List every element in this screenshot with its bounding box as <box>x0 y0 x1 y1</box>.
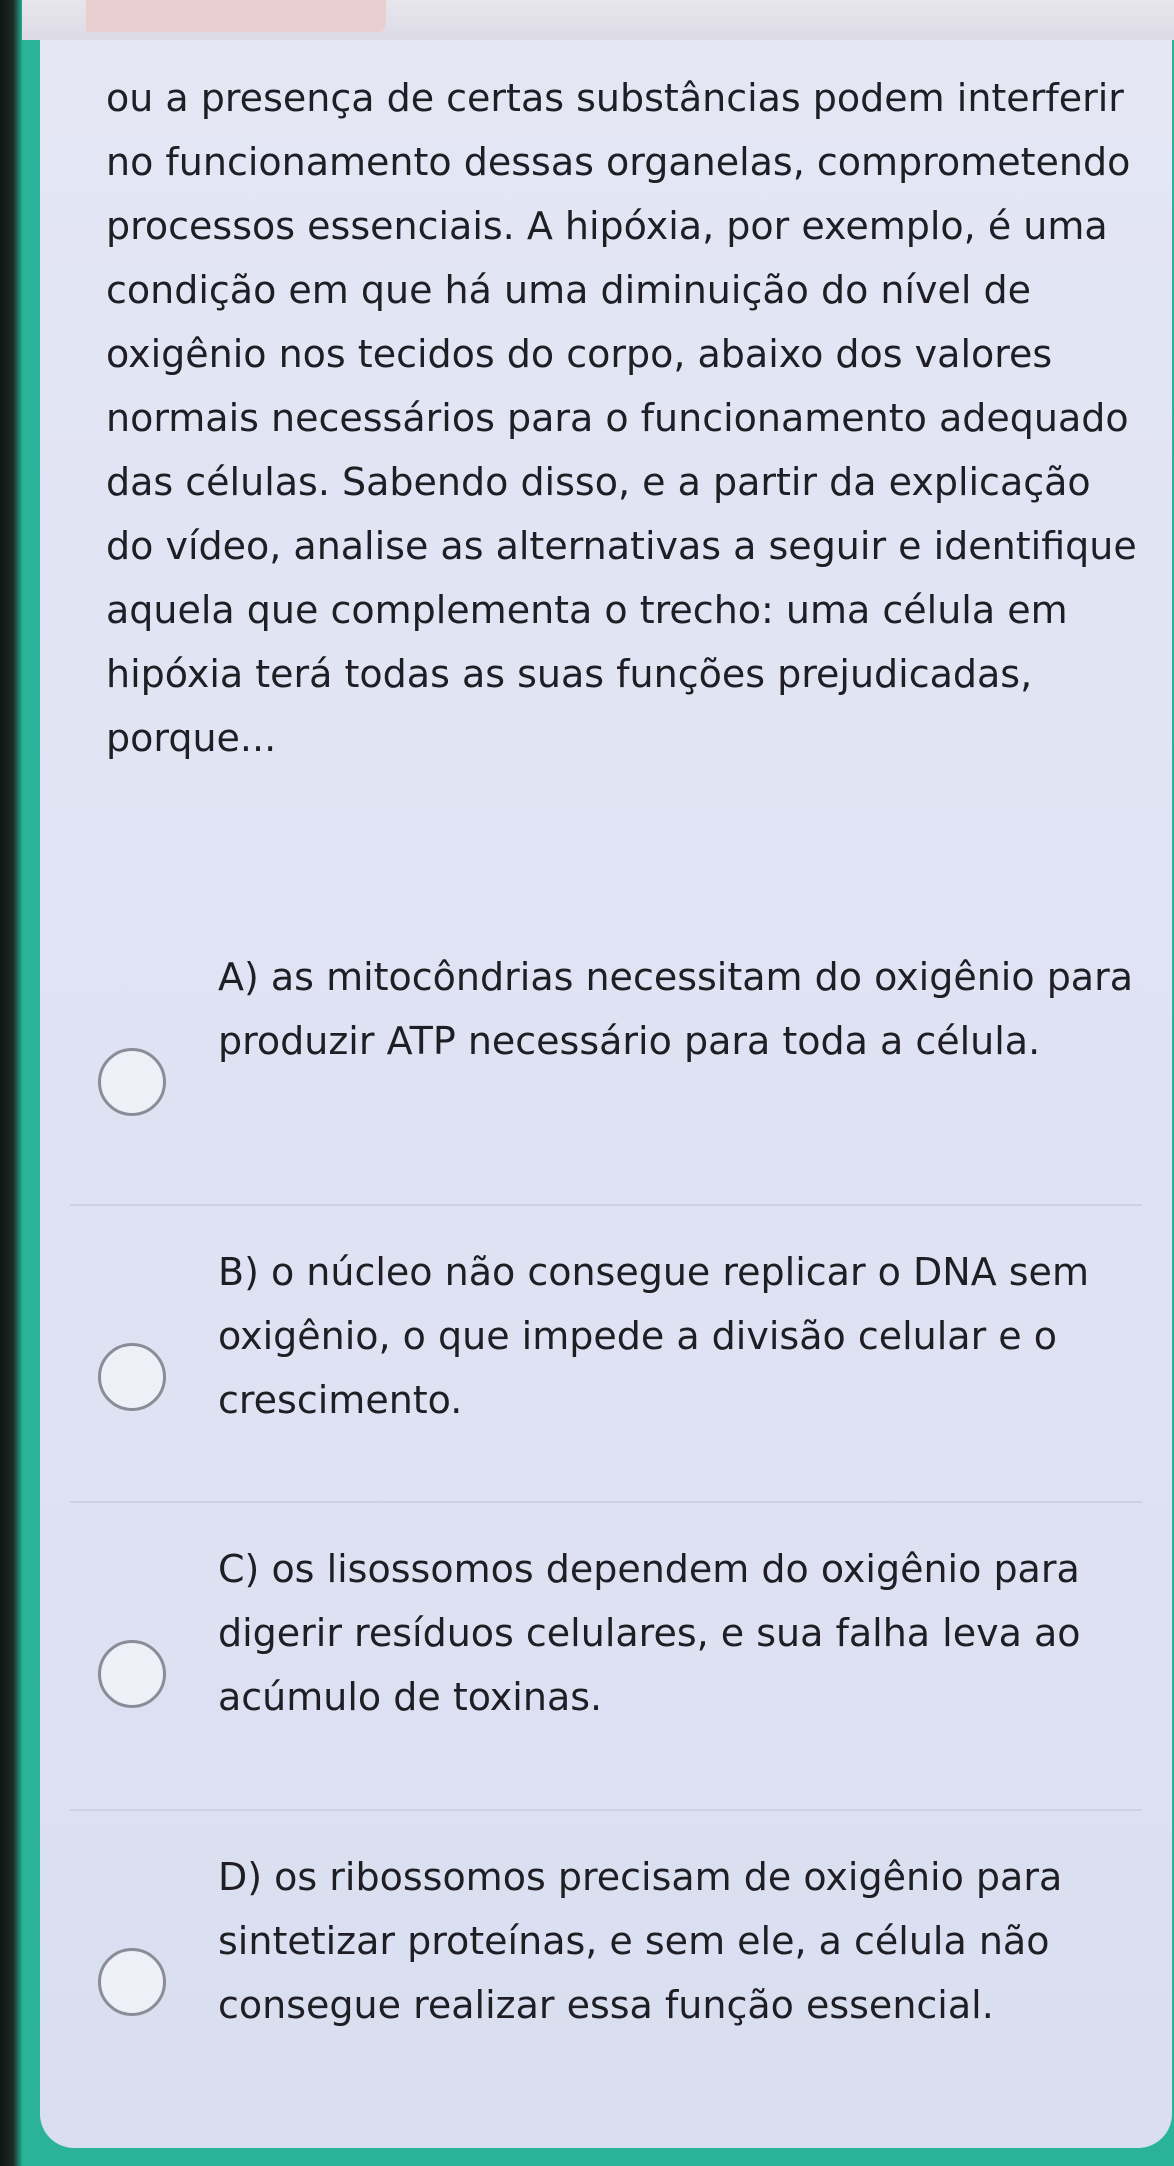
radio-button-b[interactable] <box>98 1343 166 1411</box>
option-d[interactable] <box>40 1845 1172 2085</box>
option-a[interactable] <box>40 945 1172 1185</box>
option-b-text: B) o núcleo não consegue replicar o DNA sem oxigênio, o que impede a divisão celular e o crescimento. <box>218 1250 1089 1422</box>
divider <box>70 1204 1142 1206</box>
option-c[interactable] <box>40 1537 1172 1777</box>
option-a-text: A) as mitocôndrias necessitam do oxigênio para produzir ATP necessário para toda a célula. <box>218 955 1134 1063</box>
option-c-text: C) os lisossomos dependem do oxigênio para digerir resíduos celulares, e sua falha leva ao acúmulo de toxinas. <box>218 1547 1081 1719</box>
top-tab-fragment <box>86 0 386 32</box>
radio-button-a[interactable] <box>98 1048 166 1116</box>
question-text: ou a presença de certas substâncias podem interferir no funcionamento dessas organelas, comprometendo processos essenciais. A hipóxia, por exemplo, é uma condição em que há uma diminuição do nível de oxigênio nos tecidos do corpo, abaixo dos valores normais necessários para o funcionamento adequado das células. Sabendo disso, e a partir da explicação do vídeo, analise as alternativas a seguir e identifique aquela que complementa o trecho: uma célula em hipóxia terá todas as suas funções prejudicadas, porque... <box>106 76 1137 760</box>
device-bezel <box>0 0 22 2166</box>
question-card <box>40 40 1172 2148</box>
radio-button-c[interactable] <box>98 1640 166 1708</box>
divider <box>70 1809 1142 1811</box>
top-strip <box>22 0 1174 40</box>
divider <box>70 1501 1142 1503</box>
radio-button-d[interactable] <box>98 1948 166 2016</box>
option-b[interactable] <box>40 1240 1172 1480</box>
option-d-text: D) os ribossomos precisam de oxigênio para sintetizar proteínas, e sem ele, a célula não consegue realizar essa função essencial. <box>218 1855 1063 2027</box>
